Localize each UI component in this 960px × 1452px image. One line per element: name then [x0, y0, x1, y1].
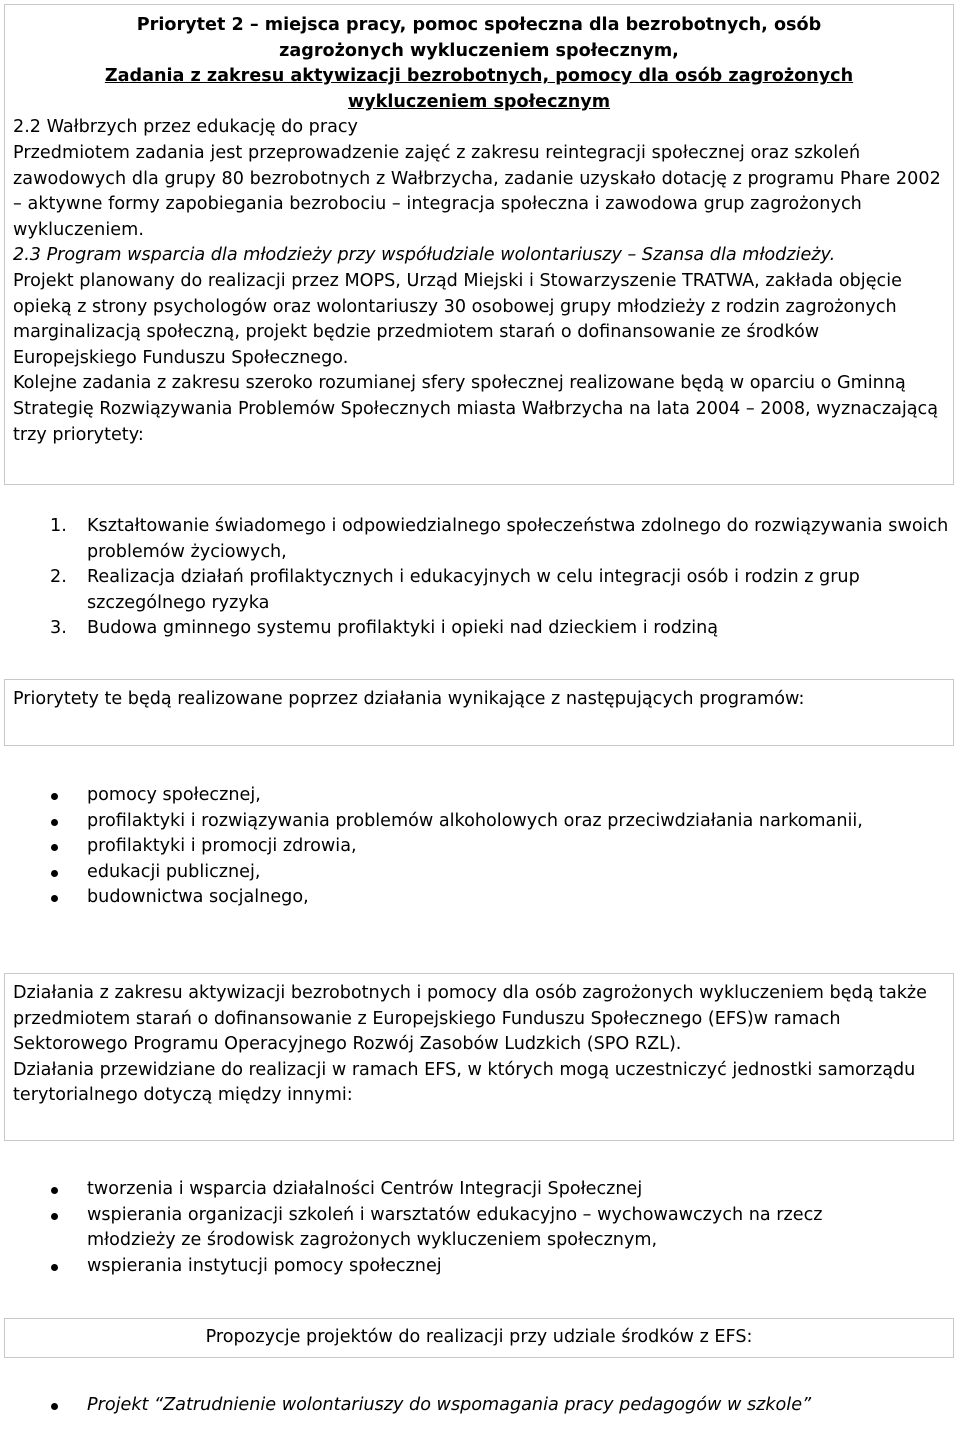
list-item	[0, 616, 960, 642]
bullet-icon	[51, 1264, 58, 1271]
proposals-list-container	[0, 1393, 960, 1419]
bullet-icon	[51, 819, 58, 826]
bullet-icon	[51, 895, 58, 902]
title-line-1: Priorytet 2 – miejsca pracy, pomoc społeczna dla bezrobotnych, osób	[136, 15, 822, 35]
paragraph-strategy: Kolejne zadania z zakresu szeroko rozumianej sfery społecznej realizowane będą w oparciu o Gminną Strategię Rozwiązywania Problemów Społecznych miasta Wałbrzycha na lata 2004 – 2008, wyznaczającą trzy priorytety:	[13, 373, 938, 445]
bullet-icon	[51, 793, 58, 800]
list-item-text: wspierania organizacji szkoleń i warsztatów edukacyjno – wychowawczych na rzecz młodzieży ze środowisk zagrożonych wykluczeniem społecznym,	[87, 1204, 823, 1251]
section-priority-2	[4, 4, 954, 485]
heading-2-3: 2.3 Program wsparcia dla młodzieży przy współudziale wolontariuszy – Szansa dla młodzieży.	[13, 245, 836, 266]
efs-paragraph-2: Działania przewidziane do realizacji w ramach EFS, w których mogą uczestniczyć jednostki samorządu terytorialnego dotyczą między innymi:	[13, 1059, 916, 1106]
list-item-text: profilaktyki i promocji zdrowia,	[87, 836, 357, 857]
list-item	[0, 565, 960, 616]
section-proposals	[4, 1318, 954, 1358]
list-item-text: budownictwa socjalnego,	[87, 887, 309, 908]
paragraph-2-3: Projekt planowany do realizacji przez MOPS, Urząd Miejski i Stowarzyszenie TRATWA, zakłada objęcie opieką z strony psychologów oraz wolontariuszy 30 osobowej grupy młodzieży z rodzin zagrożonych marginalizacją społeczną, projekt będzie przedmiotem starań o dofinansowanie ze środków Europejskiego Funduszu Społecznego.	[13, 270, 902, 368]
section-programs-intro	[4, 679, 954, 746]
efs-actions-list	[0, 1177, 960, 1279]
programs-list	[0, 783, 960, 911]
proposals-list	[0, 1393, 960, 1419]
list-item	[0, 1203, 960, 1254]
bullet-icon	[51, 1403, 58, 1410]
programs-list-container	[0, 783, 960, 911]
list-item	[0, 834, 960, 860]
list-item	[0, 809, 960, 835]
programs-intro-text: Priorytety te będą realizowane poprzez działania wynikające z następujących programów:	[13, 689, 805, 709]
section-efs	[4, 973, 954, 1141]
paragraph-2-2: Przedmiotem zadania jest przeprowadzenie zajęć z zakresu reintegracji społecznej oraz szkoleń zawodowych dla grupy 80 bezrobotnych z Wałbrzycha, zadanie uzyskało dotację z programu Phare 2002 – aktywne formy zapobiegania bezrobociu – integracja społeczna i zawodowa grup zagrożonych wykluczeniem.	[13, 142, 941, 240]
list-item	[0, 783, 960, 809]
subtitle-line-1: Zadania z zakresu aktywizacji bezrobotnych, pomocy dla osób zagrożonych	[104, 66, 854, 87]
list-item	[0, 885, 960, 911]
list-item	[0, 1177, 960, 1203]
list-item-text: Realizacja działań profilaktycznych i edukacyjnych w celu integracji osób i rodzin z grup szczególnego ryzyka	[87, 567, 860, 613]
bullet-icon	[51, 844, 58, 851]
bullet-icon	[51, 1187, 58, 1194]
list-item-text: pomocy społecznej,	[87, 785, 261, 805]
bullet-icon	[51, 870, 58, 877]
list-number: 2.	[50, 567, 67, 588]
efs-paragraph-1: Działania z zakresu aktywizacji bezrobotnych i pomocy dla osób zagrożonych wykluczeniem będą także przedmiotem starań o dofinansowanie z Europejskiego Funduszu Społecznego (EFS)w ramach Sektorowego Programu Operacyjnego Rozwój Zasobów Ludzkich (SPO RZL).	[13, 983, 927, 1055]
list-item	[0, 514, 960, 565]
priorities-list-container	[0, 514, 960, 642]
title-line-2: zagrożonych wykluczeniem społecznym,	[279, 40, 679, 61]
heading-2-2: 2.2 Wałbrzych przez edukację do pracy	[13, 117, 358, 138]
priorities-list	[0, 514, 960, 642]
list-number: 1.	[50, 516, 67, 536]
list-item-text: profilaktyki i rozwiązywania problemów alkoholowych oraz przeciwdziałania narkomanii,	[87, 810, 863, 831]
list-item-text: Budowa gminnego systemu profilaktyki i opieki nad dzieckiem i rodziną	[87, 618, 719, 639]
list-item	[0, 1254, 960, 1280]
list-item	[0, 1393, 960, 1419]
list-item-text: Projekt “Zatrudnienie wolontariuszy do wspomagania pracy pedagogów w szkole”	[87, 1395, 812, 1415]
list-item-text: tworzenia i wsparcia działalności Centrów Integracji Społecznej	[87, 1179, 643, 1199]
list-item-text: wspierania instytucji pomocy społecznej	[87, 1255, 442, 1276]
list-item-text: Kształtowanie świadomego i odpowiedzialnego społeczeństwa zdolnego do rozwiązywania swoich problemów życiowych,	[87, 516, 949, 562]
list-item-text: edukacji publicznej,	[87, 861, 261, 882]
efs-actions-list-container	[0, 1177, 960, 1279]
subtitle-line-2: wykluczeniem społecznym	[347, 91, 611, 112]
list-number: 3.	[50, 618, 67, 639]
list-item	[0, 860, 960, 886]
doc-title	[5, 13, 953, 115]
bullet-icon	[51, 1213, 58, 1220]
proposals-heading: Propozycje projektów do realizacji przy udziale środków z EFS:	[205, 1327, 753, 1347]
